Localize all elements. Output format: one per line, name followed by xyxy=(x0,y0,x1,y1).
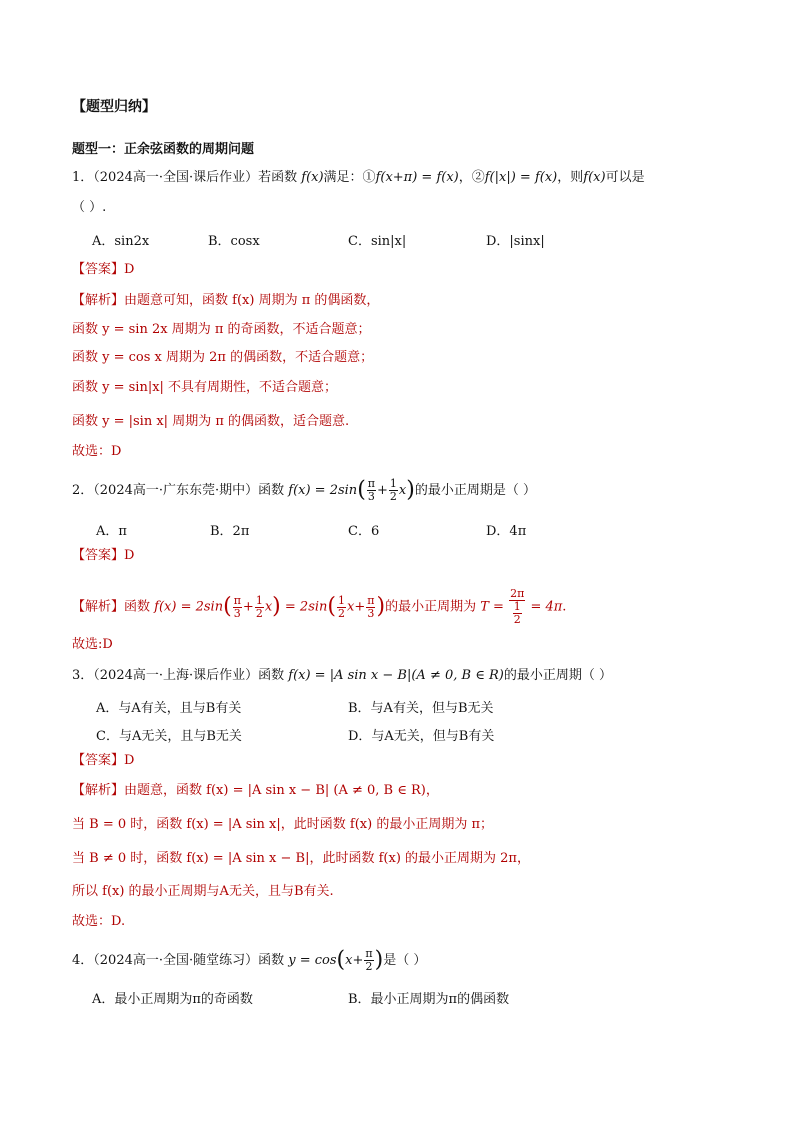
q2-analysis: 【解析】函数 f(x) = 2sin( $\frac{\pi}{3}$ + $\frac{1}{2}$ x) = 2sin( $\frac{1}{2}$ x+ $\frac{\pi}{3}$ )的最小正周期为 T = $\frac{2\pi}{\frac{1}{2}}$ = 4π. xyxy=(72,587,567,626)
q1-answer: 【答案】D xyxy=(72,262,135,277)
q1-analysis-2: 函数 y = sin 2x 周期为 π 的奇函数，不适合题意； xyxy=(72,322,371,337)
q2-choose: 故选:D xyxy=(72,637,113,652)
q4-option-b: B．最小正周期为π的偶函数 xyxy=(348,992,510,1007)
q3-option-b: B．与A有关，但与B无关 xyxy=(348,701,494,716)
q3-analysis-3: 当 B ≠ 0 时，函数 f(x) = |A sin x − B|，此时函数 f(x) 的最小正周期为 2π， xyxy=(72,851,530,866)
q3-option-d: D．与A无关，但与B有关 xyxy=(348,729,495,744)
q2-option-c: C．6 xyxy=(348,524,380,539)
q3-analysis-4: 所以 f(x) 的最小正周期与A无关，且与B有关. xyxy=(72,884,334,899)
q1-analysis-4: 函数 y = sin|x| 不具有周期性，不适合题意； xyxy=(72,380,338,395)
q1-option-d: D．|sinx| xyxy=(486,234,545,249)
q2-option-a: A．π xyxy=(96,524,127,539)
q1-option-a: A．sin2x xyxy=(92,234,150,249)
q3-answer: 【答案】D xyxy=(72,753,135,768)
q3-stem: 3．（2024高一·上海·课后作业）函数 f(x) = |A sin x − B|(A ≠ 0, B ∈ R)的最小正周期（ ） xyxy=(72,668,612,683)
q1-stem-line2: （ ）. xyxy=(72,200,107,215)
section-title: 【题型归纳】 xyxy=(72,99,156,115)
q1-analysis-5: 函数 y = |sin x| 周期为 π 的偶函数，适合题意. xyxy=(72,414,350,429)
q2-option-b: B．2π xyxy=(210,524,250,539)
q3-option-a: A．与A有关，且与B有关 xyxy=(96,701,242,716)
q3-analysis-1: 【解析】由题意，函数 f(x) = |A sin x − B| (A ≠ 0, B ∈ R)， xyxy=(72,783,439,798)
q1-stem: 1．（2024高一·全国·课后作业）若函数 f(x)满足：①f(x+π) = f(x)，②f(|x|) = f(x)，则f(x)可以是 xyxy=(72,170,645,185)
q3-choose: 故选：D. xyxy=(72,914,126,929)
q4-stem: 4．（2024高一·全国·随堂练习）函数 y = cos(x+ $\frac{\pi}{2}$ )是（ ） xyxy=(72,947,427,973)
q1-analysis-3: 函数 y = cos x 周期为 2π 的偶函数，不适合题意； xyxy=(72,350,374,365)
q1-option-b: B．cosx xyxy=(208,234,260,249)
q2-stem: 2．（2024高一·广东东莞·期中）函数 f(x) = 2sin( $\frac{\pi}{3}$ + $\frac{1}{2}$ x)的最小正周期是（ ） xyxy=(72,477,536,503)
q3-analysis-2: 当 B = 0 时，函数 f(x) = |A sin x|，此时函数 f(x) 的最小正周期为 π； xyxy=(72,817,493,832)
q1-analysis-1: 【解析】由题意可知，函数 f(x) 周期为 π 的偶函数， xyxy=(72,293,380,308)
q1-choose: 故选：D xyxy=(72,444,122,459)
q3-option-c: C．与A无关，且与B无关 xyxy=(96,729,242,744)
q2-answer: 【答案】D xyxy=(72,548,135,563)
q2-option-d: D．4π xyxy=(486,524,527,539)
question-type-title: 题型一：正余弦函数的周期问题 xyxy=(72,142,255,157)
q1-option-c: C．sin|x| xyxy=(348,234,407,249)
q4-option-a: A．最小正周期为π的奇函数 xyxy=(92,992,253,1007)
